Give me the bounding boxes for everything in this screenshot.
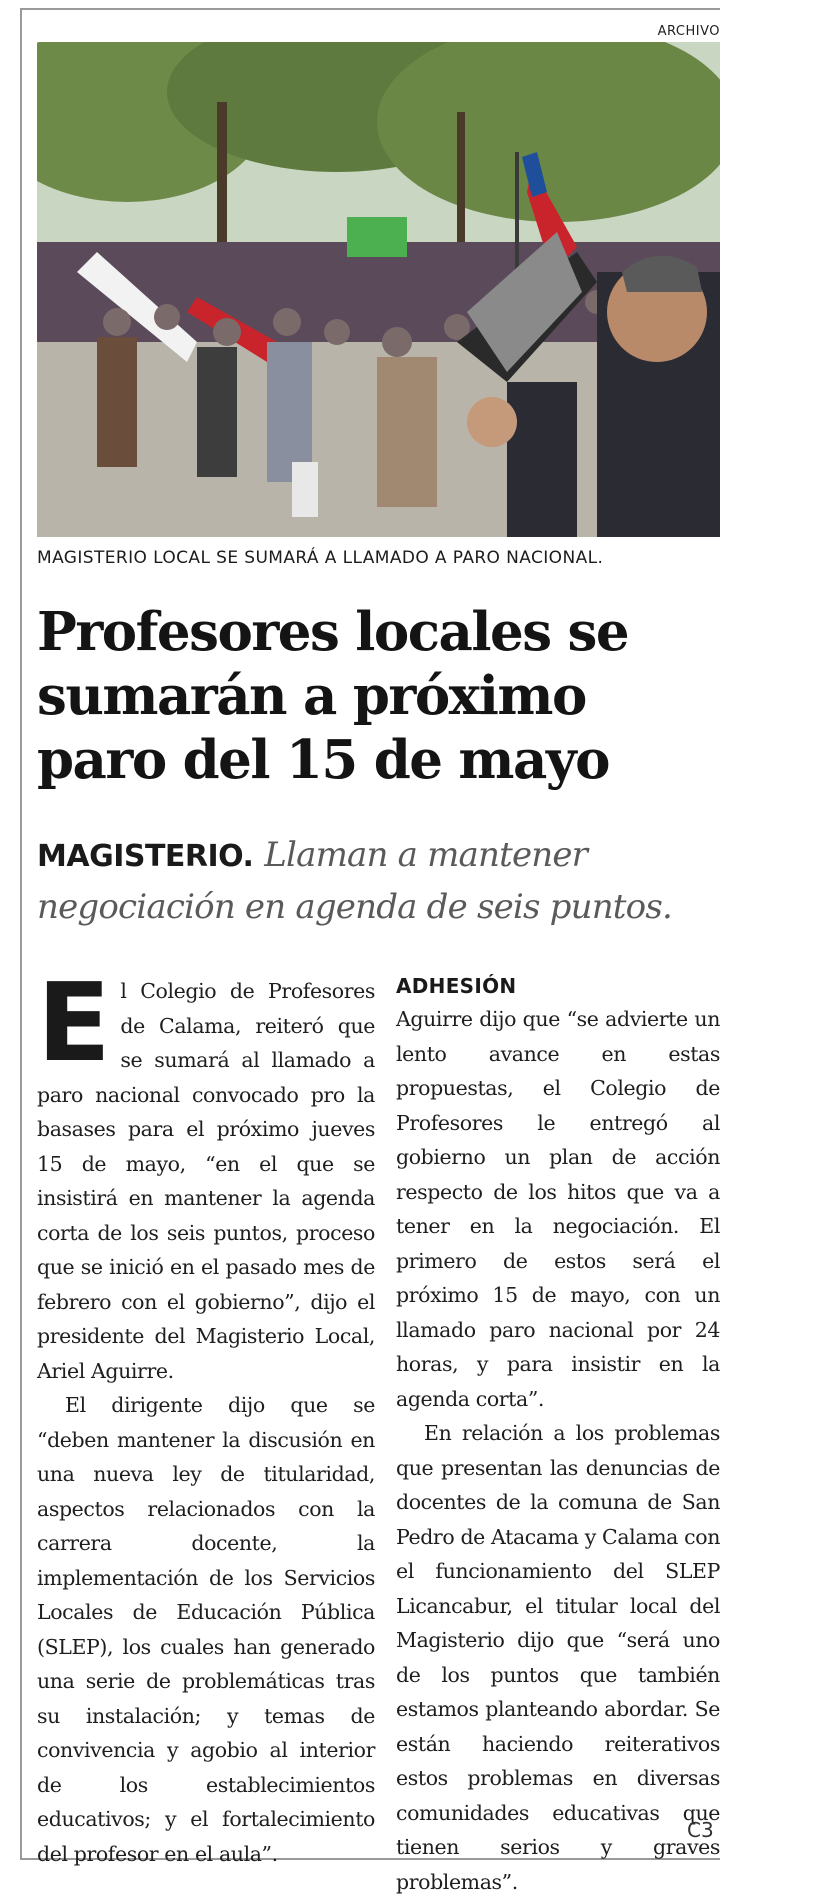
article-column-left	[37, 961, 375, 1871]
paragraph-lead-text: l Colegio de Profesores de Calama, reiteró que se sumará al llamado a paro nacional convocado pro la basases para el próximo jueves 15 de mayo, “en el que se insistirá en mantener la agenda corta de los seis puntos, proceso que se inició en el pasado mes de febrero con el gobierno”, dijo el presidente del Magisterio Local, Ariel Aguirre.	[37, 979, 375, 1383]
protest-photo-illustration	[37, 42, 720, 537]
headline-line-2: sumarán a próximo	[37, 665, 586, 727]
deck-text: Llaman a mantener negociación en agenda de seis puntos.	[37, 835, 672, 927]
headline	[37, 600, 720, 792]
drop-cap: E	[37, 961, 111, 1086]
article-column-right	[396, 972, 720, 1899]
end-mark-icon: C3	[687, 1818, 714, 1842]
paragraph: El dirigente dijo que se “deben mantener la discusión en una nueva ley de titularidad, aspectos relacionados con la carrera docente, la implementación de los Servicios Locales de Educación Pública (SLEP), los cuales han generado una serie de problemáticas tras su instalación; y temas de convivencia y agobio al interior de los establecimientos educativos; y el fortalecimiento del profesor en el aula”.	[37, 1393, 375, 1866]
news-photo	[37, 42, 720, 537]
section-tag: MAGISTERIO.	[37, 839, 254, 874]
paragraph: Aguirre dijo que “se advierte un lento avance en estas propuestas, el Colegio de Profesores le entregó al gobierno un plan de acción respecto de los hitos que va a tener en la negociación. El primero de estos será el próximo 15 de mayo, con un llamado paro nacional por 24 horas, y para insistir en la agenda corta”.	[396, 1007, 720, 1411]
paragraph: En relación a los problemas que presentan las denuncias de docentes de la comuna de San Pedro de Atacama y Calama con el funcionamiento del SLEP Licancabur, el titular local del Magisterio dijo que “será uno de los puntos que también estamos planteando abordar. Se están haciendo reiterativos estos problemas en diversas comunidades educativas que tienen serios y graves problemas”.	[396, 1421, 720, 1894]
headline-line-1: Profesores locales se	[37, 601, 629, 663]
headline-line-3: paro del 15 de mayo	[37, 729, 609, 791]
photo-credit: ARCHIVO	[657, 24, 720, 39]
left-rule	[20, 8, 22, 1860]
photo-caption: MAGISTERIO LOCAL SE SUMARÁ A LLAMADO A PARO NACIONAL.	[37, 548, 604, 568]
subheadline	[37, 830, 720, 932]
top-rule	[20, 8, 720, 10]
paragraph-lead	[37, 961, 375, 1388]
section-heading: ADHESIÓN	[396, 974, 517, 998]
